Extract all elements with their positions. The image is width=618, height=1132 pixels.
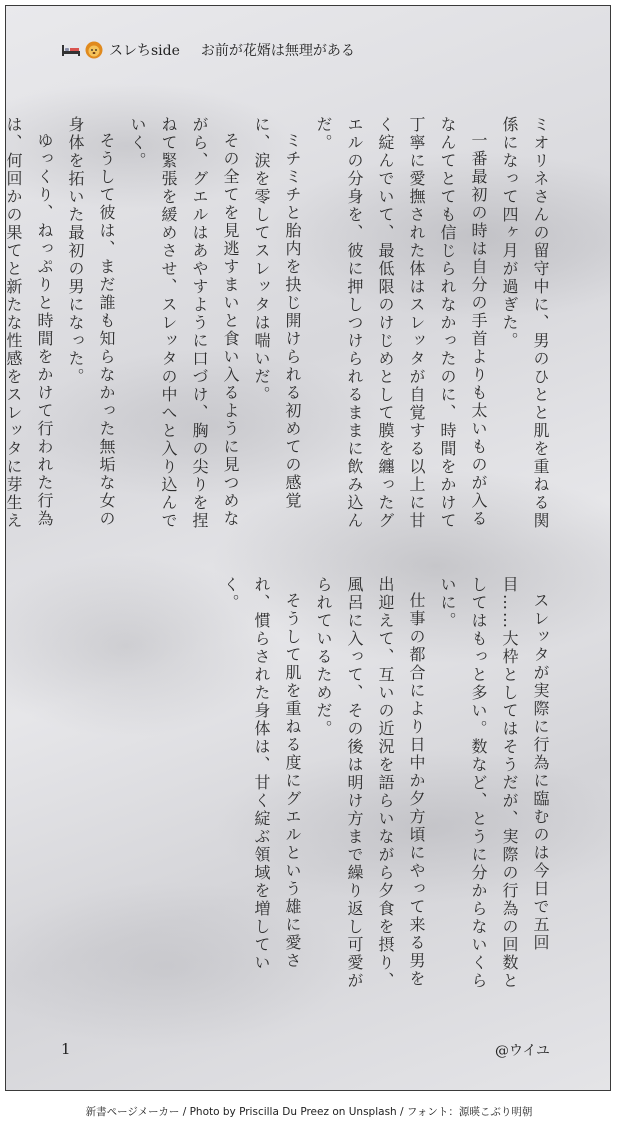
paragraph: 仕事の都合により日中か夕方頃にやって来る男を出迎えて、互いの近況を語らいながら夕食を摂り、風呂に入って、その後は明け方まで繰り返し可愛がられているためだ。	[314, 576, 426, 990]
author-handle: @ウイユ	[494, 1043, 550, 1059]
paragraph: ミチミチと胎内を抉じ開けられる初めての感覚に、涙を零してスレッタは喘いだ。	[252, 116, 302, 510]
bed-icon	[61, 42, 81, 59]
paragraph: その全てを見逃すまいと食い入るように見つめながら、グエルはあやすように口づけ、胸の尖りを捏ねて緊張を緩めさせ、スレッタの中へと入り込んでいく。	[128, 116, 240, 530]
page-header	[61, 40, 355, 60]
story-title: お前が花婿は無理がある	[200, 43, 355, 59]
body-text-lower	[56, 576, 556, 996]
lion-face-icon	[84, 42, 104, 59]
paragraph: そうして肌を重ねる度にグエルという雄に愛され、慣らされた身体は、甘く綻ぶ領域を増していく。	[221, 576, 302, 972]
body-text-upper	[4, 116, 556, 536]
series-name: スレちside	[109, 43, 180, 59]
paragraph: スレッタが実際に行為に臨むのは今日で五回目……大枠としてはそうだが、実際の行為の回数としてはもっと多い。数など、とうに分からないくらいに。	[438, 576, 550, 990]
page-number: 1	[61, 1040, 71, 1058]
paragraph: ゆっくり、ねっぷりと時間をかけて行われた行為は、何回かの果てと新たな性感をスレッタに芽生え	[4, 116, 54, 530]
paragraph: ミオリネさんの留守中に、男のひとと肌を重ねる関係になって四ヶ月が過ぎた。	[500, 116, 550, 530]
paragraph: そうして彼は、まだ誰も知らなかった無垢な女の身体を拓いた最初の男になった。	[66, 116, 116, 528]
credit-line: 新書ページメーカー / Photo by Priscilla Du Preez on Unsplash / フォント：源暎こぶり明朝	[85, 1106, 533, 1118]
paragraph: 一番最初の時は自分の手首よりも太いものが入るなんてとても信じられなかったのに、時間をかけて丁寧に愛撫された体はスレッタが自覚する以上に甘く綻んでいて、最低限のけじめとして膜を纏ったグエルの分身を、彼に押しつけられるままに飲み込んだ。	[314, 116, 488, 530]
novel-page	[5, 5, 611, 1091]
